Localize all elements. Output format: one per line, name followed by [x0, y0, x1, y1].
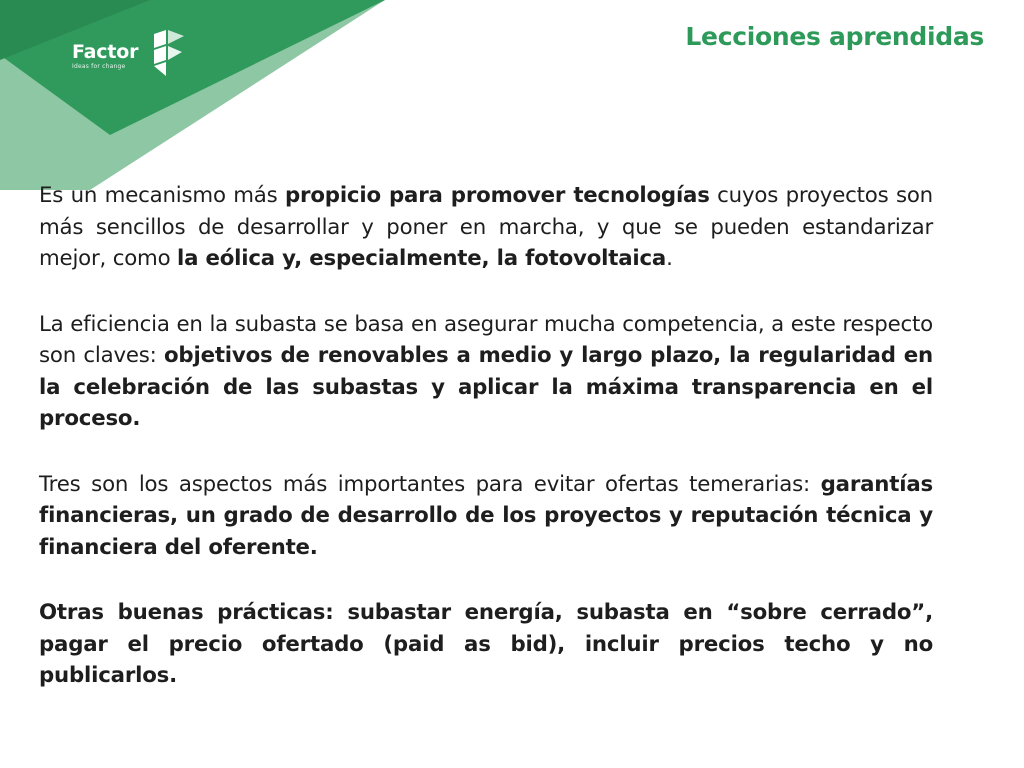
- logo-tagline: Ideas for change: [72, 63, 126, 70]
- factor-logo-icon: [152, 30, 186, 76]
- text-segment: .: [666, 246, 673, 271]
- text-segment: Tres son los aspectos más importantes para evitar ofertas temerarias:: [39, 471, 821, 497]
- text-segment: Es un mecanismo más: [39, 183, 285, 208]
- text-segment-bold: Otras buenas prácticas: subastar energía, subasta en “sobre cerrado”, pagar el precio ofertado (paid as bid), incluir precios techo y no publicarlos.: [39, 600, 933, 688]
- text-segment: cuyos proyectos son más sencillos de desarrollar y poner en marcha, y que se pueden estandarizar mejor, como: [39, 183, 933, 271]
- text-segment-bold: la eólica y, especialmente, la fotovoltaica: [176, 246, 667, 271]
- paragraph-1: [39, 180, 933, 275]
- paragraph-2: [39, 309, 933, 435]
- text-segment-bold: objetivos de renovables a medio y largo plazo, la regularidad en la celebración de las subastas y aplicar la máxima transparencia en el proceso.: [39, 343, 933, 431]
- paragraph-4: [39, 597, 933, 692]
- slide-body: [39, 180, 933, 726]
- factor-logo: [72, 42, 138, 70]
- text-segment-bold: propicio para promover tecnologías: [285, 183, 710, 208]
- text-segment: La eficiencia en la subasta se basa en asegurar mucha competencia, a este respecto son claves:: [39, 311, 933, 368]
- logo-wordmark: Factor: [72, 41, 139, 63]
- text-segment-bold: garantías financieras, un grado de desarrollo de los proyectos y reputación técnica y financiera del oferente.: [39, 471, 933, 560]
- paragraph-3: [39, 469, 933, 564]
- page-title: Lecciones aprendidas: [685, 22, 984, 51]
